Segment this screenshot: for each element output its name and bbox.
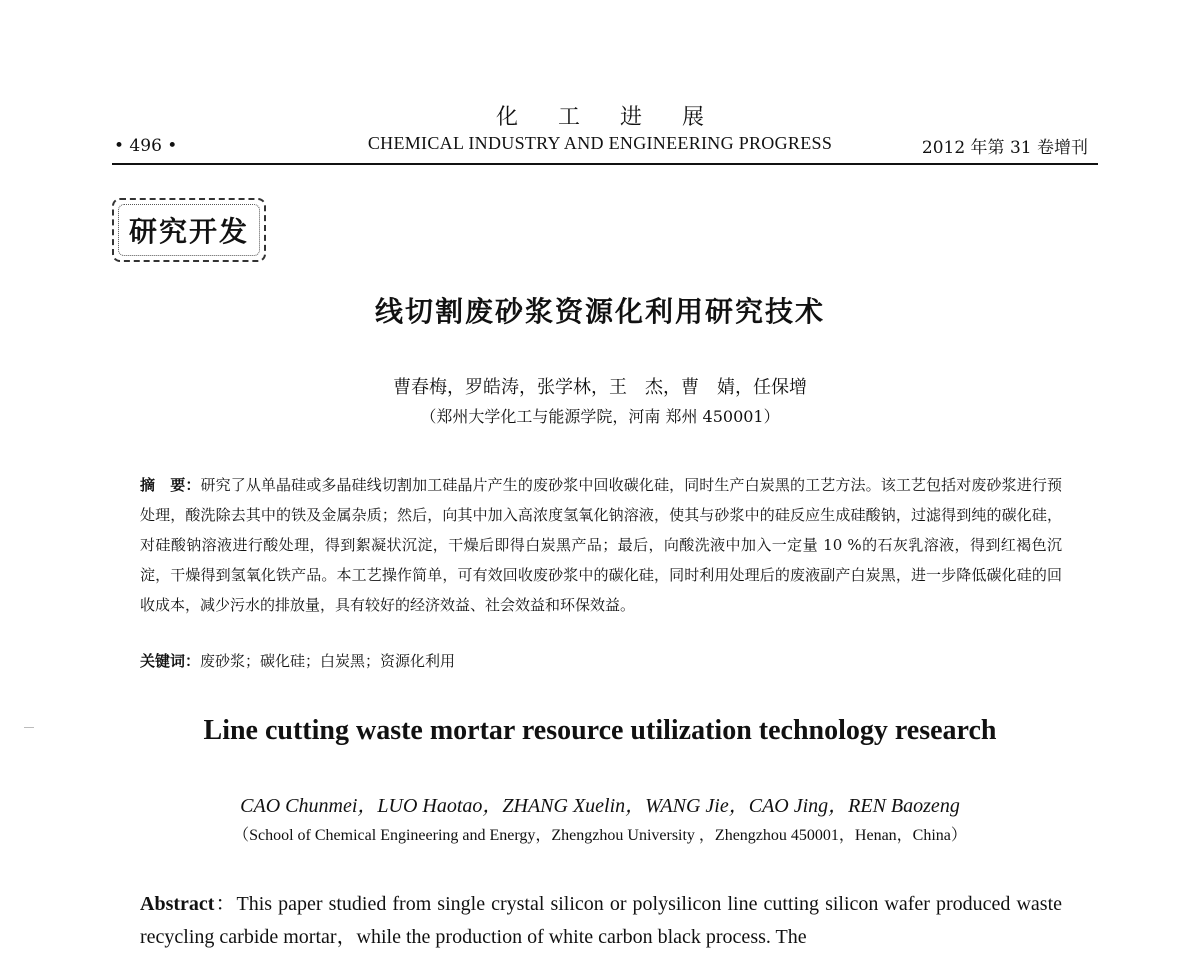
issue-info: 2012 年第 31 卷增刊: [921, 138, 1088, 158]
abstract-en-label: Abstract: [140, 893, 215, 915]
page-number: • 496 •: [114, 136, 178, 156]
abstract-cn: [140, 470, 1062, 620]
column-badge-label: 研究开发: [128, 215, 249, 248]
authors-en: CAO Chunmei，LUO Haotao，ZHANG Xuelin，WANG Jie，CAO Jing，REN Baozeng: [240, 795, 960, 817]
abstract-en: [140, 888, 1062, 954]
abstract-cn-label: 摘 要：: [140, 476, 201, 494]
abstract-cn-text: 研究了从单晶硅或多晶硅线切割加工硅晶片产生的废砂浆中回收碳化硅，同时生产白炭黑的工艺方法。该工艺包括对废砂浆进行预处理，酸洗除去其中的铁及金属杂质；然后，向其中加入高浓度氢氧化钠溶液，使其与砂浆中的硅反应生成硅酸钠，过滤得到纯的碳化硅，对硅酸钠溶液进行酸处理，得到絮凝状沉淀，干燥后即得白炭黑产品；最后，向酸洗液中加入一定量 10 %的石灰乳溶液，得到红褐色沉淀，干燥得到氢氧化铁产品。本工艺操作简单，可有效回收废砂浆中的碳化硅，同时利用处理后的废液副产白炭黑，进一步降低碳化硅的回收成本，减少污水的排放量，具有较好的经济效益、社会效益和环保效益。: [140, 476, 1062, 614]
journal-title-en: CHEMICAL INDUSTRY AND ENGINEERING PROGRESS: [367, 133, 833, 153]
affiliation-cn: （郑州大学化工与能源学院，河南 郑州 450001）: [420, 407, 780, 426]
header-rule: [112, 163, 1098, 165]
abstract-en-text: ：This paper studied from single crystal silicon or polysilicon line cutting silicon wafer produced waste recycling carbide mortar，while the production of white carbon black process. The: [140, 893, 1062, 948]
keywords-cn: [140, 650, 1062, 671]
affiliation-en: （School of Chemical Engineering and Energy，Zhengzhou University ，Zhengzhou 450001，Henan，China）: [233, 827, 967, 844]
journal-title-cn: 化工进展: [495, 105, 744, 130]
authors-cn: 曹春梅，罗皓涛，张学林，王 杰，曹 婧，任保增: [393, 377, 807, 398]
keywords-cn-label: 关键词：: [140, 652, 201, 670]
column-badge: [112, 198, 266, 262]
keywords-cn-text: 废砂浆；碳化硅；白炭黑；资源化利用: [200, 652, 456, 670]
article-title-cn: 线切割废砂浆资源化利用研究技术: [374, 295, 825, 328]
article-title-en: Line cutting waste mortar resource utilization technology research: [203, 715, 997, 746]
